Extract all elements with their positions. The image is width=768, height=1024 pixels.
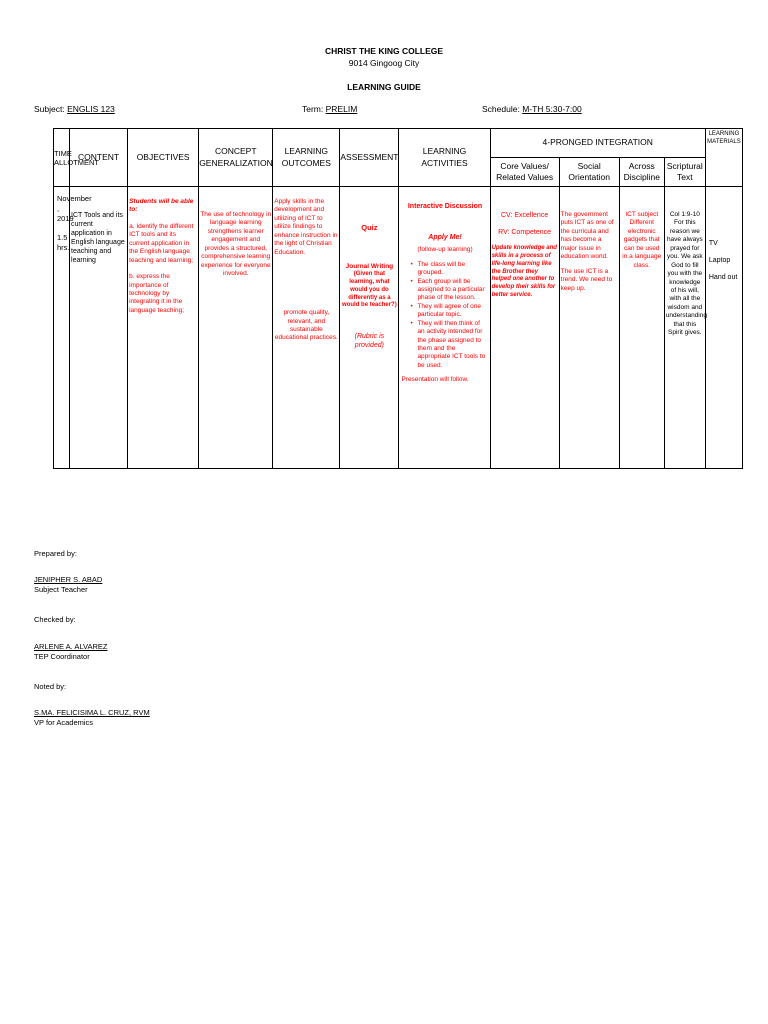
header-content: CONTENT (70, 129, 128, 187)
outcomes-item-2: promote quality, relevant, and sustainable educational practices. (274, 309, 338, 342)
assessment-rubric: (Rubric is provided) (354, 333, 385, 350)
subject-label: Subject: (34, 104, 65, 114)
cell-core-values (490, 187, 559, 469)
cell-social (559, 187, 619, 469)
time-hours: 1.5 hrs. (57, 233, 70, 252)
cell-objectives (128, 187, 199, 469)
cell-outcomes (273, 187, 340, 469)
header-concept: CONCEPT GENERALIZATION (199, 129, 273, 187)
subject-line (34, 104, 115, 114)
subject-value: ENGLIS 123 (67, 104, 115, 114)
checked-label: Checked by: (34, 615, 76, 625)
header-assessment: ASSESSMENT (340, 129, 399, 187)
material-item: Laptop (708, 257, 731, 265)
header-activities: LEARNING ACTIVITIES (399, 129, 490, 187)
core-rv: RV: Competence (498, 229, 552, 237)
checked-role: TEP Coordinator (34, 651, 90, 661)
document-title: LEARNING GUIDE (347, 82, 421, 92)
time-date: November , 2019 (57, 194, 92, 223)
cell-content: ICT Tools and its current application in English language teaching and learning (70, 187, 128, 469)
noted-label: Noted by: (34, 681, 67, 691)
activities-bullet: • They will then think of an activity intended for the phase assigned to them and the appropriate ICT tools to be used. (417, 320, 488, 371)
cell-assessment (340, 187, 399, 469)
header-outcomes: LEARNING OUTCOMES (273, 129, 340, 187)
material-item: TV (708, 240, 718, 247)
schedule-value: M-TH 5:30-7:00 (522, 104, 582, 114)
cell-materials (705, 187, 742, 469)
header-core-values: Core Values/ Related Values (490, 158, 559, 187)
cell-time (54, 187, 92, 469)
learning-guide-table (53, 128, 743, 469)
header-social: Social Orientation (559, 158, 619, 187)
cell-concept: The use of technology in language learning strengthens learner engagement and provides a structured, comprehensive learning experience for everyone involved. (199, 187, 273, 469)
header-across: Across Discipline (619, 158, 664, 187)
activities-bullet: • They will agree of one particular topic. (417, 303, 488, 320)
activities-bullet: • Each group will be assigned to a particular phase of the lesson. (417, 278, 488, 303)
core-cv: CV: Excellence (501, 212, 549, 219)
signatories (34, 549, 150, 728)
activities-followup: (follow-up learning) (417, 246, 473, 254)
noted-role: VP for Academics (34, 718, 94, 727)
activities-apply: Apply Me! (428, 234, 462, 242)
activities-title: Interactive Discussion (407, 203, 483, 210)
activities-presentation: Presentation will follow. (401, 376, 469, 384)
header-scriptural: Scriptural Text (664, 158, 705, 187)
school-name: CHRIST THE KING COLLEGE (324, 46, 444, 56)
header-objectives: OBJECTIVES (128, 129, 199, 187)
cell-activities (399, 187, 490, 469)
header-materials: LEARNING MATERIALS (705, 129, 742, 187)
cell-across: ICT subject Different electronic gadgets that can be used in a language class. (619, 187, 664, 469)
prepared-role: Subject Teacher (34, 585, 88, 595)
noted-name: S.MA. FELICISIMA L. CRUZ, RVM (34, 707, 150, 717)
checked-name: ARLENE A. ALVAREZ (34, 641, 108, 651)
objectives-item-a: a. Identify the different ICT tools and its current application in the English language teaching and learning; (129, 222, 194, 264)
schedule-line (482, 104, 582, 114)
prepared-label: Prepared by: (34, 549, 77, 558)
social-item-1: The government puts ICT as one of the curricula and has become a major issue in education world. (560, 211, 614, 261)
assessment-journal-body: (Given that learning, what would you do differently as a would be teacher?) (342, 271, 397, 309)
prepared-name: JENIPHER S. ABAD (34, 575, 103, 585)
objectives-item-b: b. express the importance of technology by integrating it in the language teaching; (129, 273, 185, 314)
material-item: Hand out (708, 274, 738, 282)
activities-bullets (409, 261, 488, 371)
assessment-journal-title: Journal Writing (345, 262, 394, 270)
activities-bullet: • The class will be grouped. (417, 261, 488, 278)
term-line (302, 104, 357, 114)
cell-scriptural: Col 1:9-10 For this reason we have always prayed for you. We ask God to fill you with the knowledge of his will, with all the wisdom and understanding that this Spirit gives. (664, 187, 705, 469)
term-label: Term: (302, 104, 324, 114)
term-value: PRELIM (325, 104, 358, 114)
header-integration: 4-PRONGED INTEGRATION (490, 129, 705, 158)
core-note: Update knowledge and skills in a process of life-long learning like the Brother they helped one another to develop their skills for better service. (491, 245, 557, 298)
outcomes-item-1: Apply skills in the development and utilizing of ICT to utilize findings to enhance instruction in the light of Christian Education. (274, 198, 338, 256)
schedule-label: Schedule: (482, 104, 520, 114)
school-address: 9014 Gingoog City (348, 58, 420, 68)
header-time-allotment: TIME ALLOTMENT (54, 129, 70, 187)
social-item-2: The use ICT is a trend. We need to keep up. (560, 267, 613, 292)
assessment-quiz: Quiz (361, 223, 378, 232)
objectives-intro: Students will be able to: (129, 198, 194, 214)
